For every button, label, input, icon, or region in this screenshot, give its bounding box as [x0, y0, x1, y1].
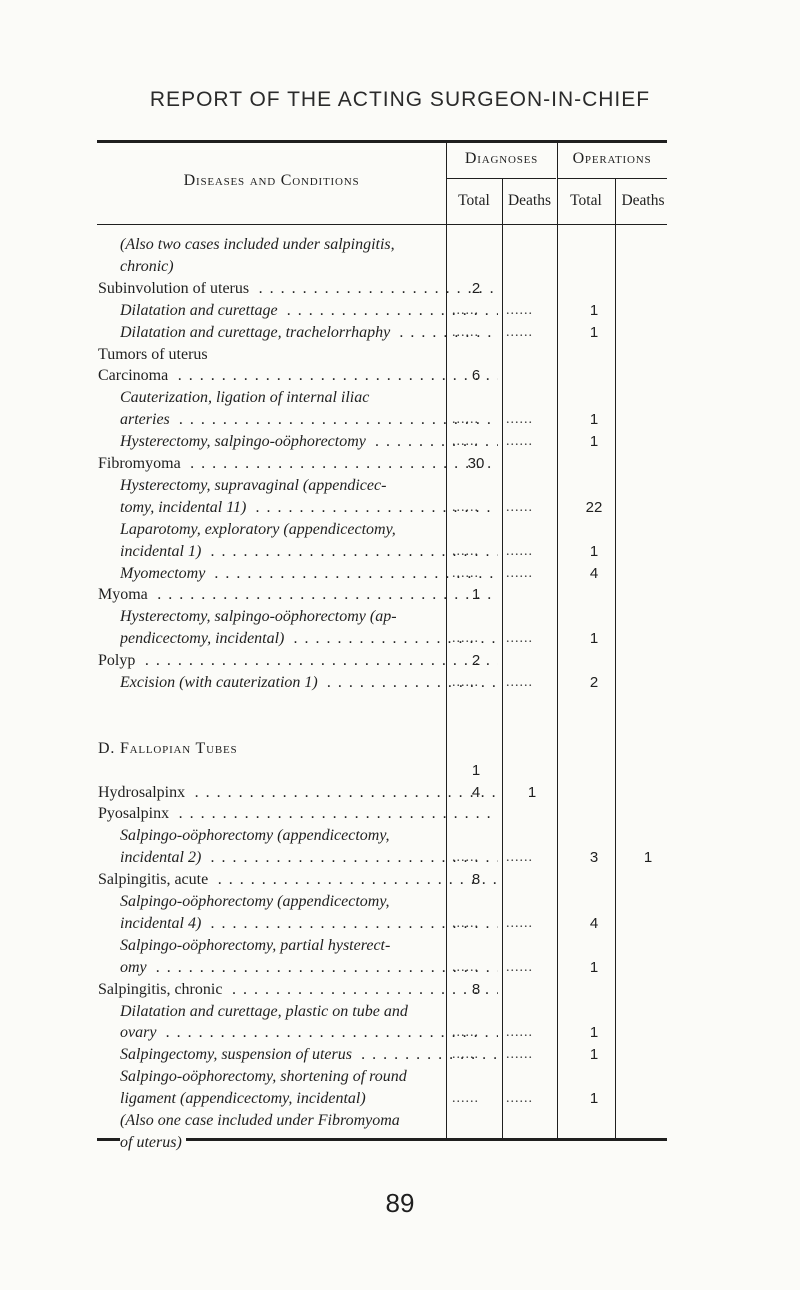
empty-cell-leader: ...... [506, 631, 533, 647]
row-label-text: Laparotomy, exploratory (appendicectomy, [120, 521, 400, 538]
row-label-text: Myoma [98, 586, 152, 603]
row-label [120, 913, 498, 935]
row-label-text: Hysterectomy, salpingo-oöphorectomy [120, 433, 370, 450]
row-label-text: Hydrosalpinx [98, 784, 189, 801]
row-label [120, 387, 498, 409]
column-header-diagnoses: Diagnoses [464, 150, 539, 167]
empty-cell-leader: ...... [452, 412, 479, 428]
row-label [120, 475, 498, 497]
row-label-text: Salpingitis, acute [98, 871, 212, 888]
row-label-text: Dilatation and curettage [120, 302, 282, 319]
table-row [0, 1066, 800, 1088]
header-bottom-rule [97, 224, 667, 225]
empty-cell-leader: ...... [452, 915, 479, 931]
operations-total-cell: 22 [585, 498, 603, 516]
empty-cell-leader: ...... [506, 565, 533, 581]
empty-cell-leader: ...... [452, 675, 479, 690]
row-label [120, 1132, 498, 1154]
empty-cell-leader: ...... [506, 675, 533, 690]
row-label [120, 847, 498, 869]
empty-cell-leader: ...... [506, 850, 533, 866]
row-label [120, 1001, 498, 1023]
row-label-text: Excision (with cauterization 1) [120, 674, 322, 691]
operations-total-cell: 1 [589, 1024, 599, 1042]
subheader-diagnoses-deaths: Deaths [507, 192, 552, 209]
row-label [120, 300, 498, 322]
empty-cell-leader: ...... [452, 959, 479, 975]
empty-cell-leader: ...... [506, 1025, 533, 1041]
operations-total-cell: 1 [589, 630, 599, 648]
empty-cell-leader: ...... [452, 1025, 479, 1041]
row-label-text: ovary [120, 1024, 160, 1041]
row-label [98, 694, 498, 716]
column-header-diseases: Diseases and Conditions [183, 172, 360, 189]
table-row [0, 606, 800, 628]
row-label [120, 322, 498, 344]
row-label [98, 584, 498, 606]
table-row [0, 431, 800, 453]
table-row [0, 322, 800, 344]
table-row [0, 584, 800, 606]
row-label [120, 957, 498, 979]
table-row [0, 541, 800, 563]
diagnoses-deaths-cell: 1 [527, 783, 537, 801]
table-row [0, 409, 800, 431]
operations-total-cell: 1 [589, 1046, 599, 1064]
empty-cell-leader: ...... [452, 499, 479, 515]
table-row [0, 760, 800, 782]
row-label [120, 519, 498, 541]
table-row [0, 716, 800, 738]
empty-cell-leader: ...... [452, 543, 479, 559]
row-label [120, 409, 498, 431]
table-row [0, 1044, 800, 1066]
row-label-text: incidental 4) [120, 915, 205, 932]
operations-total-cell: 4 [589, 914, 599, 932]
table-row [0, 891, 800, 913]
row-label [98, 738, 498, 760]
table-row [0, 1022, 800, 1044]
row-label-text: Salpingo-oöphorectomy, shortening of round [120, 1068, 411, 1085]
row-label-text: Carcinoma [98, 367, 172, 384]
table-row [0, 803, 800, 825]
page-number: 89 [385, 1188, 415, 1218]
row-label-text: Cauterization, ligation of internal iliac [120, 389, 373, 406]
row-label-text [98, 696, 102, 713]
empty-cell-leader: ...... [452, 1047, 479, 1063]
diagnoses-total-cell: 6 [471, 367, 481, 385]
row-label [120, 541, 498, 563]
diagnoses-total-cell: 2 [471, 652, 481, 670]
empty-cell-leader: ...... [506, 959, 533, 975]
table-row [0, 825, 800, 847]
table-row [0, 453, 800, 475]
row-label [98, 782, 498, 804]
row-label-text: of uterus) [120, 1134, 186, 1151]
empty-cell-leader: ...... [506, 915, 533, 931]
table-row [0, 869, 800, 891]
empty-cell-leader: ...... [506, 302, 533, 318]
diagnoses-total-cell: 1 [471, 586, 481, 604]
operations-total-cell: 2 [589, 674, 599, 691]
column-header-operations: Operations [572, 150, 652, 167]
row-label [98, 869, 498, 891]
operations-total-cell: 1 [589, 542, 599, 560]
table-row [0, 650, 800, 672]
row-label-text: Dilatation and curettage, plastic on tube and [120, 1003, 412, 1020]
empty-cell-leader: ...... [452, 1091, 479, 1107]
row-label [120, 672, 498, 694]
row-label [120, 497, 498, 519]
row-label [120, 563, 498, 585]
row-label-text: Tumors of uterus [98, 346, 212, 363]
row-label-text: Fibromyoma [98, 455, 185, 472]
operations-total-cell: 1 [589, 433, 599, 451]
row-label [120, 1044, 498, 1066]
table-row [0, 935, 800, 957]
row-label-text: incidental 2) [120, 849, 205, 866]
row-label [120, 234, 498, 256]
row-label [120, 628, 498, 650]
operations-total-cell: 1 [589, 958, 599, 976]
row-label [120, 1022, 498, 1044]
row-label [120, 256, 498, 278]
row-label [98, 344, 498, 366]
table-row [0, 1132, 800, 1154]
row-label-text: (Also two cases included under salpingitis, [120, 236, 399, 253]
table-row [0, 782, 800, 804]
row-label [120, 1088, 498, 1110]
empty-cell-leader: ...... [452, 324, 479, 340]
table-row [0, 694, 800, 716]
empty-cell-leader: ...... [506, 499, 533, 515]
table-row [0, 1110, 800, 1132]
row-label [98, 979, 498, 1001]
row-label [120, 1110, 498, 1132]
row-label-text: ligament (appendicectomy, incidental) [120, 1090, 370, 1107]
row-label-text: omy [120, 959, 151, 976]
table-row [0, 628, 800, 650]
table-row [0, 278, 800, 300]
table-row [0, 847, 800, 869]
diagnoses-total-cell: 30 [467, 455, 485, 472]
row-label-text: chronic) [120, 258, 178, 275]
row-label-text [98, 718, 102, 735]
table-row [0, 497, 800, 519]
row-label [120, 431, 498, 453]
row-label-text: Hysterectomy, salpingo-oöphorectomy (ap- [120, 608, 401, 625]
table-top-rule [97, 140, 667, 143]
empty-cell-leader: ...... [506, 543, 533, 559]
diagnoses-total-cell: 8 [471, 871, 481, 889]
empty-cell-leader: ...... [452, 565, 479, 581]
row-label-text: pendicectomy, incidental) [120, 630, 288, 647]
row-label [120, 1066, 498, 1088]
row-label-text: Dilatation and curettage, trachelorrhaphy [120, 324, 394, 341]
diagnoses-total-cell: 2 [471, 279, 481, 297]
page-header: REPORT OF THE ACTING SURGEON-IN-CHIEF [149, 88, 651, 111]
operations-total-cell: 1 [589, 323, 599, 341]
row-label-text: Salpingo-oöphorectomy, partial hysterect- [120, 937, 394, 954]
row-label [98, 278, 498, 300]
empty-cell-leader: ...... [452, 302, 479, 318]
subheader-diagnoses-total: Total [458, 192, 490, 209]
row-label [98, 453, 498, 475]
row-label [120, 935, 498, 957]
operations-total-cell: 4 [589, 564, 599, 582]
row-label-text: Hysterectomy, supravaginal (appendicec- [120, 477, 390, 494]
diagnoses-total-cell: 8 [471, 980, 481, 998]
table-row [0, 344, 800, 366]
table-row [0, 738, 800, 760]
operations-group-rule [558, 178, 667, 179]
subheader-operations-total: Total [570, 192, 602, 209]
row-label [120, 606, 498, 628]
operations-total-cell: 1 [589, 1090, 599, 1108]
row-label-text: Polyp [98, 652, 139, 669]
row-label-text: arteries [120, 411, 174, 428]
empty-cell-leader: ...... [452, 631, 479, 647]
row-label-text: Salpingo-oöphorectomy (appendicectomy, [120, 827, 394, 844]
table-row [0, 300, 800, 322]
row-label-text [98, 762, 102, 779]
row-label [98, 650, 498, 672]
row-label-text: incidental 1) [120, 543, 205, 560]
operations-total-cell: 1 [589, 301, 599, 319]
row-label-text: Salpingitis, chronic [98, 981, 226, 998]
row-label [120, 825, 498, 847]
empty-cell-leader: ...... [506, 1047, 533, 1063]
table-row [0, 234, 800, 256]
table-row [0, 1001, 800, 1023]
row-label-text: (Also one case included under Fibromyoma [120, 1112, 404, 1129]
diagnoses-total-cell: 1 [471, 761, 481, 779]
row-label-text: Pyosalpinx [98, 805, 173, 822]
table-row [0, 957, 800, 979]
row-label [98, 760, 498, 782]
table-row [0, 365, 800, 387]
diagnoses-total-cell: 4 [471, 783, 481, 801]
row-label-text: Myomectomy [120, 565, 209, 582]
table-row [0, 913, 800, 935]
table-row [0, 256, 800, 278]
row-label-text: Salpingo-oöphorectomy (appendicectomy, [120, 893, 394, 910]
empty-cell-leader: ...... [506, 434, 533, 450]
table-row [0, 1088, 800, 1110]
row-label [98, 716, 498, 738]
table-row [0, 519, 800, 541]
table-row [0, 563, 800, 585]
row-label-text: tomy, incidental 11) [120, 499, 250, 516]
table-row [0, 672, 800, 694]
diagnoses-group-rule [446, 178, 556, 179]
row-label-text: Subinvolution of uterus [98, 280, 253, 297]
operations-deaths-cell: 1 [643, 849, 653, 867]
row-label-text: Salpingectomy, suspension of uterus [120, 1046, 356, 1063]
row-label [98, 803, 498, 825]
empty-cell-leader: ...... [506, 1091, 533, 1107]
empty-cell-leader: ...... [452, 850, 479, 866]
subheader-operations-deaths: Deaths [621, 192, 665, 209]
table-row [0, 979, 800, 1001]
table-row [0, 475, 800, 497]
table-row [0, 387, 800, 409]
empty-cell-leader: ...... [452, 434, 479, 450]
row-label-text: D. Fallopian Tubes [98, 740, 241, 757]
operations-total-cell: 1 [589, 411, 599, 429]
row-label [120, 891, 498, 913]
empty-cell-leader: ...... [506, 412, 533, 428]
row-label [98, 365, 498, 387]
empty-cell-leader: ...... [506, 324, 533, 340]
operations-total-cell: 3 [589, 849, 599, 867]
